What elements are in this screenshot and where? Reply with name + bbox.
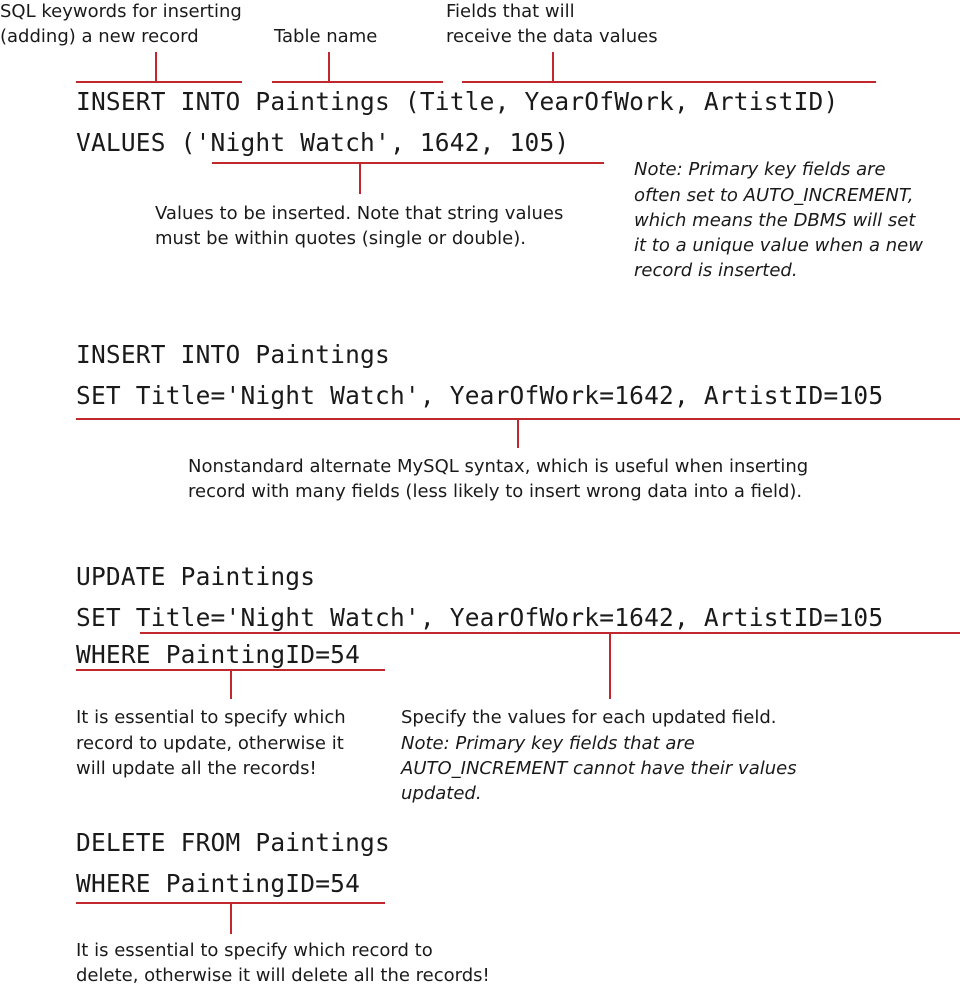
update-set-note-italic-line-3: updated. (401, 783, 482, 804)
update-where-note-line-1: It is essential to specify which (76, 707, 346, 728)
pk-note-line-3: which means the DBMS will set (634, 210, 916, 231)
values-connector (359, 162, 361, 194)
update-where-note-line-3: will update all the records! (76, 758, 317, 779)
delete-connector (230, 902, 232, 934)
keywords-connector (155, 52, 157, 82)
insert-set-note-line-2: record with many fields (less likely to insert wrong data into a field). (188, 481, 803, 502)
update-set-connector (609, 632, 611, 699)
pk-note-line-5: record is inserted. (634, 260, 798, 281)
insert-set-connector (517, 418, 519, 448)
insert-code-line-2: VALUES ('Night Watch', 1642, 105) (76, 128, 570, 157)
update-where-note-line-2: record to update, otherwise it (76, 733, 344, 754)
update-set-note-italic-line-2: AUTO_INCREMENT cannot have their values (401, 758, 797, 779)
pk-note-line-2: often set to AUTO_INCREMENT, (634, 185, 914, 206)
update-where-connector (230, 669, 232, 699)
delete-note-line-1: It is essential to specify which record to (76, 940, 433, 961)
update-set-note: Specify the values for each updated field. (401, 707, 777, 728)
pk-note-line-4: it to a unique value when a new (634, 235, 923, 256)
fields-connector (552, 52, 554, 82)
delete-code-line-2: WHERE PaintingID=54 (76, 869, 361, 898)
values-note-line-2: must be within quotes (single or double). (155, 228, 526, 249)
table-name-annotation: Table name (274, 26, 378, 47)
values-underline (212, 162, 604, 164)
table-connector (328, 52, 330, 82)
update-set-underline (140, 632, 960, 634)
fields-underline (462, 81, 876, 83)
fields-annotation-line-2: receive the data values (446, 26, 658, 47)
fields-annotation-line-1: Fields that will (446, 1, 575, 22)
update-code-line-2: SET Title='Night Watch', YearOfWork=1642, ArtistID=105 (76, 603, 884, 632)
delete-code-line-1: DELETE FROM Paintings (76, 828, 390, 857)
keywords-underline (76, 81, 242, 83)
keywords-annotation-line-1: SQL keywords for inserting (0, 1, 242, 22)
insert-set-code-line-2: SET Title='Night Watch', YearOfWork=1642, ArtistID=105 (76, 381, 884, 410)
delete-note-line-2: delete, otherwise it will delete all the records! (76, 965, 490, 986)
pk-note-line-1: Note: Primary key fields are (634, 159, 886, 180)
update-code-line-3: WHERE PaintingID=54 (76, 640, 361, 669)
keywords-annotation-line-2: (adding) a new record (0, 26, 199, 47)
insert-set-code-line-1: INSERT INTO Paintings (76, 340, 390, 369)
update-code-line-1: UPDATE Paintings (76, 562, 316, 591)
values-note-line-1: Values to be inserted. Note that string values (155, 203, 564, 224)
insert-code-line-1: INSERT INTO Paintings (Title, YearOfWork, ArtistID) (76, 87, 839, 116)
insert-set-note-line-1: Nonstandard alternate MySQL syntax, which is useful when inserting (188, 456, 809, 477)
table-underline (272, 81, 443, 83)
update-set-note-italic-line-1: Note: Primary key fields that are (401, 733, 695, 754)
